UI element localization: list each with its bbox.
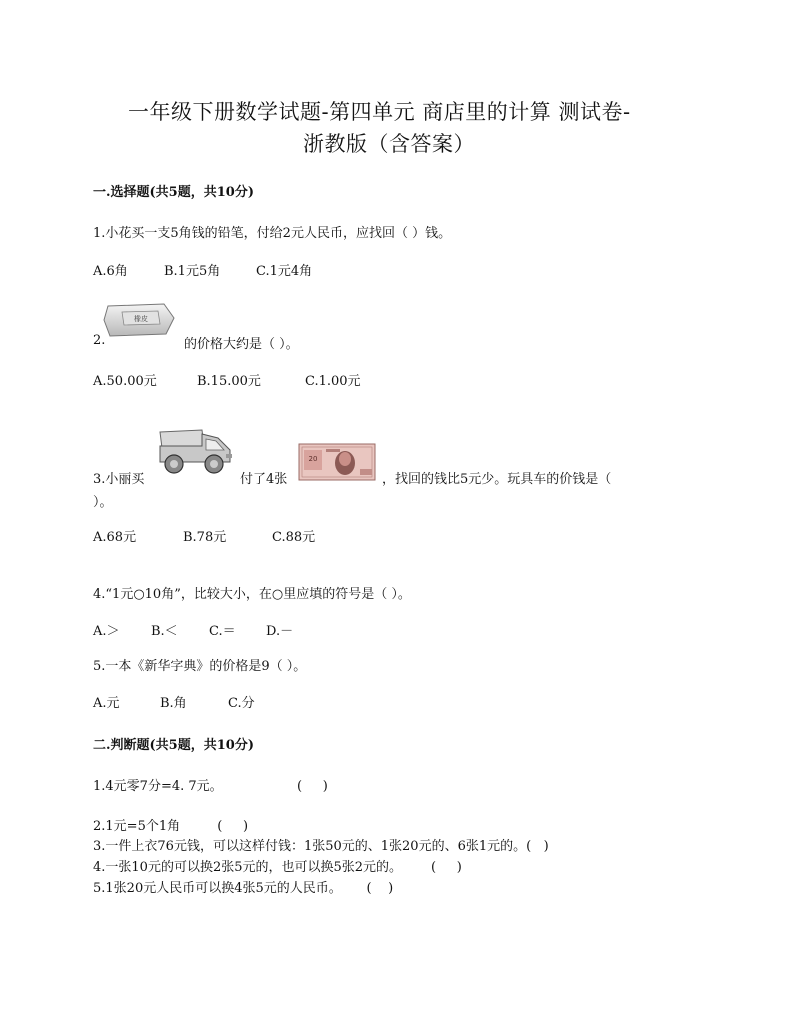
- q3-option-c: C.88元: [272, 530, 316, 545]
- question-3-middle: 付了4张: [240, 472, 288, 487]
- q5-option-a: A.元: [93, 696, 120, 711]
- q3-option-b: B.78元: [183, 530, 227, 545]
- page-title-line2: 浙教版（含答案）: [303, 132, 475, 156]
- q1-option-b: B.1元5角: [164, 264, 221, 279]
- toy-truck-image: [156, 424, 234, 478]
- q2-option-a: A.50.00元: [93, 374, 157, 389]
- q1-option-a: A.6角: [93, 264, 128, 279]
- question-3-prefix: 3.小丽买: [93, 472, 145, 487]
- q2-option-c: C.1.00元: [305, 374, 361, 389]
- judge-item-2: 2.1元=5个1角 ( ): [93, 819, 249, 834]
- q5-option-b: B.角: [160, 696, 187, 711]
- eraser-label: 橡皮: [134, 315, 148, 323]
- judge-item-5: 5.1张20元人民币可以换4张5元的人民币。 ( ): [93, 881, 394, 896]
- question-3-line2: ）。: [93, 495, 113, 510]
- judge-item-4: 4.一张10元的可以换2张5元的，也可以换5张2元的。 ( ): [93, 860, 462, 875]
- question-2-text: 的价格大约是（ ）。: [184, 337, 299, 352]
- banknote-value: 20: [308, 455, 318, 463]
- q4-option-d: D.－: [266, 624, 294, 639]
- question-5-text: 5.一本《新华字典》的价格是9（ ）。: [93, 659, 307, 674]
- judge-item-3: 3.一件上衣76元钱，可以这样付钱：1张50元的、1张20元的、6张1元的。( ): [93, 839, 549, 854]
- q4-option-c: C.＝: [209, 624, 236, 639]
- q2-number: 2.: [93, 333, 106, 348]
- section2-heading: 二.判断题(共5题，共10分): [93, 738, 254, 753]
- question-1-text: 1.小花买一支5角钱的铅笔，付给2元人民币，应找回（ ）钱。: [93, 226, 452, 241]
- eraser-image: [102, 300, 178, 340]
- q4-option-b: B.＜: [151, 624, 178, 639]
- q4-option-a: A.＞: [93, 624, 120, 639]
- judge-item-1: 1.4元零7分=4. 7元。 ( ): [93, 779, 328, 794]
- q2-option-b: B.15.00元: [197, 374, 261, 389]
- q1-option-c: C.1元4角: [256, 264, 313, 279]
- q5-option-c: C.分: [228, 696, 255, 711]
- question-4-text: 4.“1元○10角”，比较大小，在○里应填的符号是（ ）。: [93, 587, 411, 602]
- question-3-suffix: ，找回的钱比5元少。玩具车的价钱是（: [382, 472, 612, 487]
- section1-heading: 一.选择题(共5题，共10分): [93, 185, 254, 200]
- q3-option-a: A.68元: [93, 530, 137, 545]
- page-title-line1: 一年级下册数学试题-第四单元 商店里的计算 测试卷-: [128, 100, 631, 124]
- banknote-image: [298, 443, 376, 481]
